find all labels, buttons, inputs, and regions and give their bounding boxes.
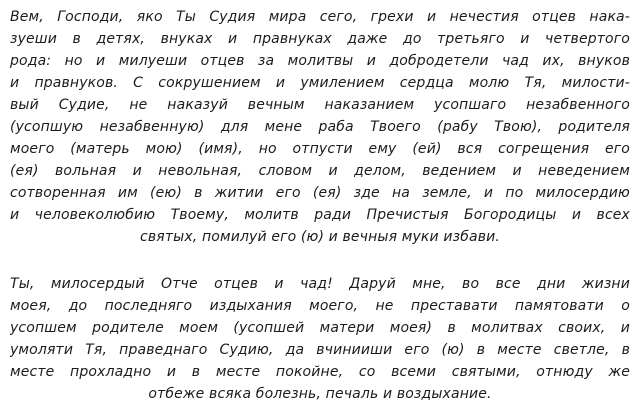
text-line: умоляти Тя, праведнаго Судию, да вчинииши его (ю) в месте светле, в — [10, 342, 630, 358]
text-line: святых, помилуй его (ю) и вечныя муки избави. — [140, 229, 500, 245]
text-line: Вем, Господи, яко Ты Судия мира сего, грехи и нечестия отцев нака- — [10, 9, 630, 25]
text-line: отбеже всяка болезнь, печаль и воздыхание. — [148, 386, 492, 400]
text-line: и правнуков. С сокрушением и умилением сердца молю Тя, милости- — [10, 75, 630, 91]
text-line: сотворенная им (ею) в житии его (ея) зде на земле, и по милосердию — [10, 185, 630, 201]
text-line: (ея) вольная и невольная, словом и делом, ведением и неведением — [10, 163, 630, 179]
text-line: Ты, милосердый Отче отцев и чад! Даруй мне, во все дни жизни — [10, 276, 630, 292]
text-line: моея, до последняго издыхания моего, не преставати памятовати о — [10, 298, 630, 314]
text-line: моего (матерь мою) (имя), но отпусти ему (ей) вся согрещения его — [10, 141, 630, 157]
text-line: рода: но и милуеши отцев за молитвы и добродетели чад их, внуков — [10, 53, 630, 69]
text-line: месте прохладно и в месте покойне, со всеми святыми, отнюду же — [10, 364, 630, 380]
text-line: усопшем родителе моем (усопшей матери моея) в молитвах своих, и — [10, 320, 630, 336]
text-line: и человеколюбию Твоему, молитв ради Пречистыя Богородицы и всех — [10, 207, 630, 223]
text-line: вый Судие, не наказуй вечным наказанием усопшаго незабвенного — [10, 97, 630, 113]
text-line: зуеши в детях, внуках и правнуках даже до третьяго и четвертого — [10, 31, 630, 47]
text-line: (усопшую незабвенную) для мене раба Твоего (рабу Твою), родителя — [10, 119, 630, 135]
